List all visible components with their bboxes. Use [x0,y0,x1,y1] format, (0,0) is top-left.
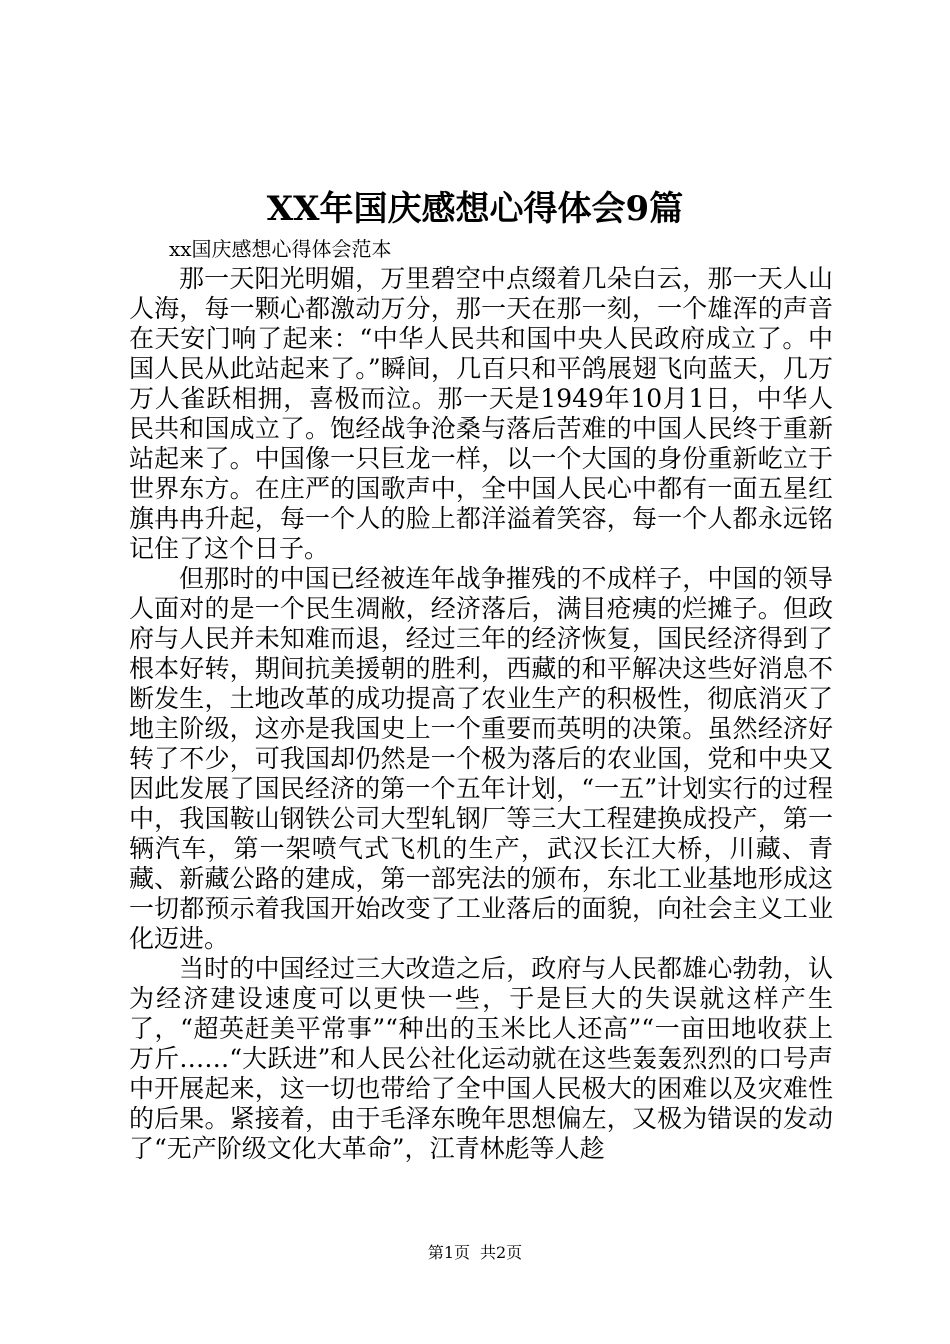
document-body [129,234,833,1164]
page-number-total: 共2页 [480,1243,523,1262]
page-footer [0,1242,950,1264]
document-title: XX年国庆感想心得体会9篇 [266,189,684,229]
paragraph-2: 但那时的中国已经被连年战争摧残的不成样子，中国的领导人面对的是一个民生凋敝，经济落后，满目疮痍的烂摊子。但政府与人民并未知难而退，经过三年的经济恢复，国民经济得到了根本好转，期间抗美援朝的胜利，西藏的和平解决这些好消息不断发生，土地改革的成功提高了农业生产的积极性，彻底消灭了地主阶级，这亦是我国史上一个重要而英明的决策。虽然经济好转了不少，可我国却仍然是一个极为落后的农业国，党和中央又因此发展了国民经济的第一个五年计划，“一五”计划实行的过程中，我国鞍山钢铁公司大型轧钢厂等三大工程建换成投产，第一辆汽车，第一架喷气式飞机的生产，武汉长江大桥，川藏、青藏、新藏公路的建成，第一部宪法的颁布，东北工业基地形成这一切都预示着我国开始改变了工业落后的面貌，向社会主义工业化迈进。 [129,564,833,953]
paragraph-3: 当时的中国经过三大改造之后，政府与人民都雄心勃勃，认为经济建设速度可以更快一些，于是巨大的失误就这样产生了，“超英赶美平常事”“种出的玉米比人还高”“一亩田地收获上万斤……“大跃进”和人民公社化运动就在这些轰轰烈烈的口号声中开展起来，这一切也带给了全中国人民极大的困难以及灾难性的后果。紧接着，由于毛泽东晚年思想偏左，又极为错误的发动了“无产阶级文化大革命”，江青林彪等人趁 [129,954,833,1163]
page-number-current: 第1页 [427,1243,470,1262]
document-subtitle: xx国庆感想心得体会范本 [169,237,392,261]
paragraph-1: 那一天阳光明媚，万里碧空中点缀着几朵白云，那一天人山人海，每一颗心都激动万分，那一天在那一刻，一个雄浑的声音在天安门响了起来：“中华人民共和国中央人民政府成立了。中国人民从此站起来了。”瞬间，几百只和平鸽展翅飞向蓝天，几万万人雀跃相拥，喜极而泣。那一天是1949年10月1日，中华人民共和国成立了。饱经战争沧桑与落后苦难的中国人民终于重新站起来了。中国像一只巨龙一样，以一个大国的身份重新屹立于世界东方。在庄严的国歌声中，全中国人民心中都有一面五星红旗冉冉升起，每一个人的脸上都洋溢着笑容，每一个人都永远铭记住了这个日子。 [129,264,833,563]
